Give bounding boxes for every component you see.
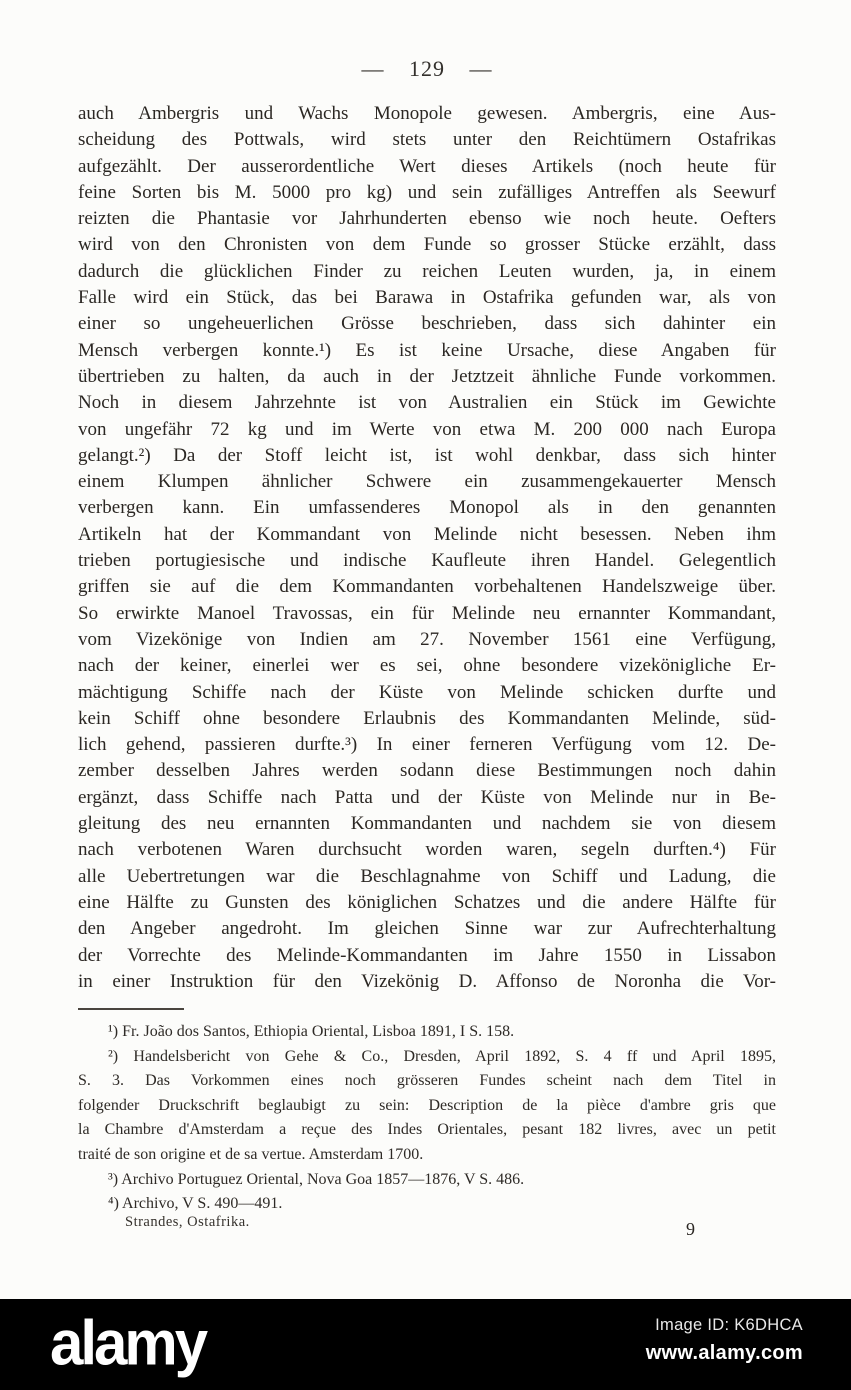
body-line: alle Uebertretungen war die Beschlagnahme von Schiff und Ladung, die (78, 865, 776, 887)
footnote-line: ²) Handelsbericht von Gehe & Co., Dresden, April 1892, S. 4 ff und April 1895, (108, 1047, 776, 1065)
body-line: gelangt.²) Da der Stoff leicht ist, ist wohl denkbar, dass sich hinter (78, 444, 776, 466)
body-line: übertrieben zu halten, da auch in der Jetztzeit ähnliche Funde vorkommen. (78, 365, 776, 387)
body-line: griffen sie auf die dem Kommandanten vorbehaltenen Handelszweige über. (78, 576, 776, 598)
footnote-line: ³) Archivo Portuguez Oriental, Nova Goa 1857—1876, V S. 486. (108, 1170, 525, 1188)
printer-signature: Strandes, Ostafrika. (125, 1214, 250, 1230)
body-line: scheidung des Pottwals, wird stets unter den Reichtümern Ostafrikas (78, 129, 776, 151)
body-line: in einer Instruktion für den Vizekönig D. Affonso de Noronha die Vor- (78, 970, 776, 992)
body-line: Mensch verbergen konnte.¹) Es ist keine Ursache, diese Angaben für (78, 339, 776, 361)
body-line: gleitung des neu ernannten Kommandanten und nachdem sie von diesem (78, 813, 776, 835)
body-line: auch Ambergris und Wachs Monopole gewesen. Ambergris, eine Aus- (78, 103, 776, 124)
footnote-line: S. 3. Das Vorkommen eines noch grösseren Fundes scheint nach dem Titel in (78, 1072, 776, 1090)
footnote-line: la Chambre d'Amsterdam a reçue des Indes Orientales, pesant 182 livres, avec un petit (78, 1121, 776, 1139)
body-line: nach verbotenen Waren durchsucht worden waren, segeln durften.⁴) Für (78, 839, 776, 861)
footnotes-block (78, 1020, 776, 1217)
body-line: Noch in diesem Jahrzehnte ist von Australien ein Stück im Gewichte (78, 392, 776, 414)
footnote-line: ¹) Fr. João dos Santos, Ethiopia Oriental, Lisboa 1891, I S. 158. (108, 1023, 515, 1040)
watermark-bar (0, 1299, 851, 1390)
image-id-label: Image ID: K6DHCA (655, 1316, 803, 1334)
body-line: einem Klumpen ähnlicher Schwere ein zusammengekauerter Mensch (78, 471, 776, 493)
alamy-url-label: www.alamy.com (645, 1342, 803, 1364)
alamy-logo: alamy (50, 1308, 206, 1379)
body-line: Falle wird ein Stück, das bei Barawa in Ostafrika gefunden war, als von (78, 287, 776, 309)
body-line: vom Vizekönige von Indien am 27. November 1561 eine Verfügung, (78, 628, 776, 650)
body-line: den Angeber angedroht. Im gleichen Sinne war zur Aufrechterhaltung (78, 918, 776, 940)
body-line: lich gehend, passieren durfte.³) In einer ferneren Verfügung vom 12. De- (78, 734, 776, 756)
page-number-header: — 129 — (361, 56, 493, 81)
body-line: eine Hälfte zu Gunsten des königlichen Schatzes und die andere Hälfte für (78, 891, 776, 913)
body-line: ergänzt, dass Schiffe nach Patta und der Küste von Melinde nur in Be- (78, 786, 776, 808)
body-line: feine Sorten bis M. 5000 pro kg) und sein zufälliges Antreffen als Seewurf (78, 181, 776, 203)
body-line: wird von den Chronisten von dem Funde so grosser Stücke erzählt, dass (78, 234, 776, 256)
body-line: einer so ungeheuerlichen Grösse beschrieben, dass sich dahinter ein (78, 313, 776, 335)
body-line: aufgezählt. Der ausserordentliche Wert dieses Artikels (noch heute für (78, 155, 776, 177)
body-text-block (78, 101, 776, 995)
body-line: der Vorrechte des Melinde-Kommandanten im Jahre 1550 in Lissabon (78, 944, 776, 966)
body-line: von ungefähr 72 kg und im Werte von etwa M. 200 000 nach Europa (78, 418, 776, 440)
body-line: nach der keiner, einerlei wer es sei, ohne besondere vizekönigliche Er- (78, 655, 776, 677)
footnote-line: ⁴) Archivo, V S. 490—491. (108, 1195, 283, 1213)
body-line: kein Schiff ohne besondere Erlaubnis des Kommandanten Melinde, süd- (78, 707, 776, 729)
body-line: Artikeln hat der Kommandant von Melinde nicht besessen. Neben ihm (78, 523, 776, 545)
body-line: reizten die Phantasie vor Jahrhunderten ebenso wie noch heute. Oefters (78, 208, 776, 230)
body-line: trieben portugiesische und indische Kaufleute ihren Handel. Gelegentlich (78, 550, 776, 572)
body-line: verbergen kann. Ein umfassenderes Monopol als in den genannten (78, 497, 776, 519)
footnote-line: folgender Druckschrift beglaubigt zu sein: Description de la pièce d'ambre gris que (78, 1096, 776, 1114)
sheet-signature-number: 9 (686, 1219, 695, 1239)
body-line: mächtigung Schiffe nach der Küste von Melinde schicken durfte und (78, 681, 776, 703)
watermark-meta (646, 1316, 803, 1365)
body-line: dadurch die glücklichen Finder zu reichen Leuten wurden, ja, in einem (78, 260, 776, 282)
footnote-separator-rule (78, 1008, 184, 1010)
footnote-line: traité de son origine et de sa vertue. Amsterdam 1700. (78, 1145, 424, 1163)
body-line: zember desselben Jahres werden sodann diese Bestimmungen noch dahin (78, 760, 776, 782)
body-line: So erwirkte Manoel Travossas, ein für Melinde neu ernannter Kommandant, (78, 602, 776, 624)
